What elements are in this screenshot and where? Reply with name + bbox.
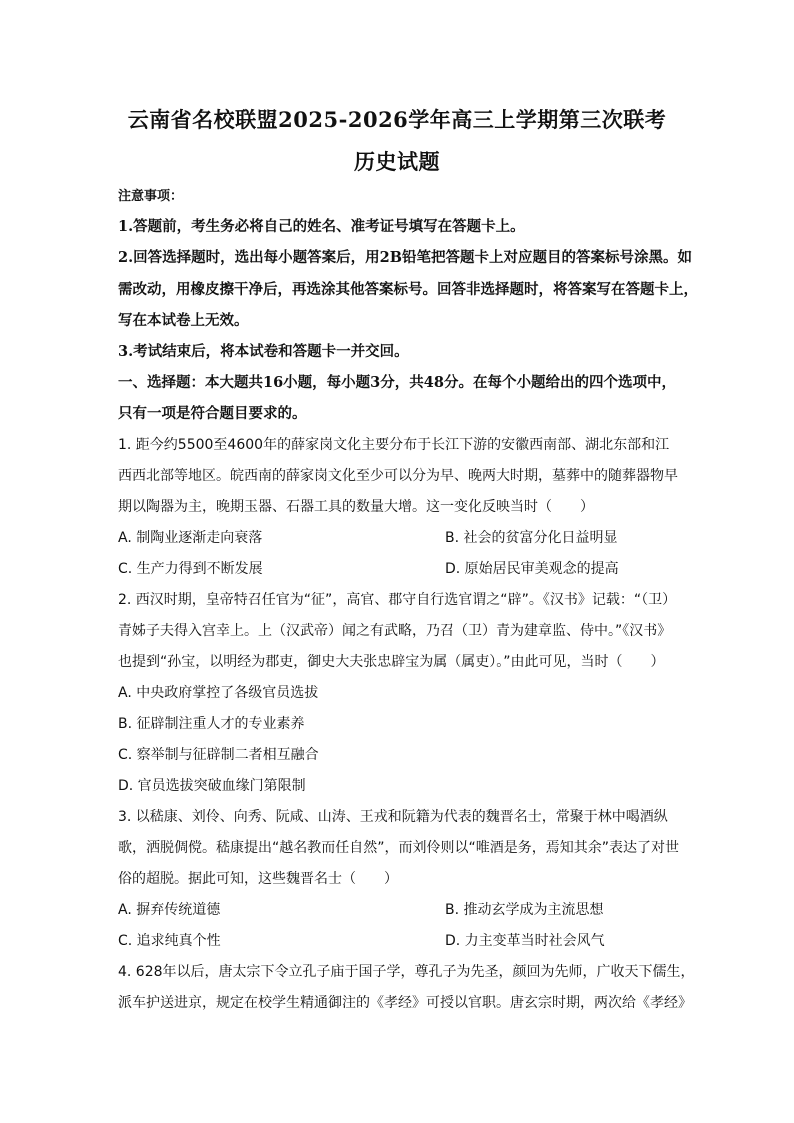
question-3-option-b: B. 推动玄学成为主流思想 — [445, 902, 604, 918]
question-1-line-2: 西西北部等地区。皖西南的薛家岗文化至少可以分为早、晚两大时期，墓葬中的随葬器物早 — [118, 468, 678, 484]
exam-title: 云南省名校联盟2025-2026学年高三上学期第三次联考 — [127, 107, 667, 132]
question-3-option-d: D. 力主变革当时社会风气 — [445, 933, 605, 949]
section-1-heading-line-1: 一、选择题：本大题共16小题，每小题3分，共48分。在每个小题给出的四个选项中， — [118, 374, 676, 391]
question-1-option-d: D. 原始居民审美观念的提高 — [445, 561, 619, 577]
question-3-line-3: 俗的超脱。据此可知，这些魏晋名士（ ） — [118, 871, 398, 887]
notice-item-3: 3.考试结束后，将本试卷和答题卡一并交回。 — [118, 343, 409, 360]
question-2-option-b: B. 征辟制注重人才的专业素养 — [118, 716, 305, 732]
question-3-option-c: C. 追求纯真个性 — [118, 933, 221, 949]
question-2-option-d: D. 官员选拔突破血缘门第限制 — [118, 778, 306, 794]
question-2-option-a: A. 中央政府掌控了各级官员选拔 — [118, 685, 319, 701]
notice-item-2-line-1: 2.回答选择题时，选出每小题答案后，用2B铅笔把答题卡上对应题目的答案标号涂黑。如 — [118, 249, 692, 266]
question-1-option-c: C. 生产力得到不断发展 — [118, 561, 263, 577]
notice-item-1: 1.答题前，考生务必将自己的姓名、准考证号填写在答题卡上。 — [118, 218, 525, 235]
notice-item-2-line-3: 写在本试卷上无效。 — [118, 312, 249, 329]
question-4-line-1: 4. 628年以后，唐太宗下令立孔子庙于国子学，尊孔子为先圣，颜回为先师，广收天下儒生， — [118, 964, 695, 980]
question-3-line-2: 歌，洒脱倜傥。嵇康提出“越名教而任自然”，而刘伶则以“唯酒是务，焉知其余”表达了对世 — [118, 840, 680, 856]
question-1-line-1: 1. 距今约5500至4600年的薛家岗文化主要分布于长江下游的安徽西南部、湖北东部和江 — [118, 437, 670, 453]
section-1-heading-line-2: 只有一项是符合题目要求的。 — [118, 405, 307, 422]
question-4-line-2: 派车护送进京，规定在校学生精通御注的《孝经》可授以官职。唐玄宗时期，两次给《孝经》 — [118, 995, 692, 1011]
question-1-option-b: B. 社会的贫富分化日益明显 — [445, 530, 618, 546]
exam-subject: 历史试题 — [354, 149, 440, 174]
question-1-line-3: 期以陶器为主，晚期玉器、石器工具的数量大增。这一变化反映当时（ ） — [118, 499, 594, 515]
question-2-line-3: 也提到“孙宝，以明经为郡吏，御史大夫张忠辟宝为属（属吏）。”由此可见，当时（ ） — [118, 654, 665, 670]
notice-item-2-line-2: 需改动，用橡皮擦干净后，再选涂其他答案标号。回答非选择题时，将答案写在答题卡上， — [118, 281, 698, 298]
question-1-option-a: A. 制陶业逐渐走向衰落 — [118, 530, 263, 546]
notice-heading: 注意事项： — [118, 189, 184, 204]
question-2-line-2: 青姊子夫得入宫幸上。上（汉武帝）闻之有武略，乃召（卫）青为建章监、侍中。”《汉书》 — [118, 623, 672, 639]
question-3-line-1: 3. 以嵇康、刘伶、向秀、阮咸、山涛、王戎和阮籍为代表的魏晋名士，常聚于林中喝酒纵 — [118, 809, 668, 825]
question-3-option-a: A. 摒弃传统道德 — [118, 902, 221, 918]
question-2-option-c: C. 察举制与征辟制二者相互融合 — [118, 747, 319, 763]
question-2-line-1: 2. 西汉时期，皇帝特召任官为“征”，高官、郡守自行选官谓之“辟”。《汉书》记载：“（卫） — [118, 592, 677, 608]
